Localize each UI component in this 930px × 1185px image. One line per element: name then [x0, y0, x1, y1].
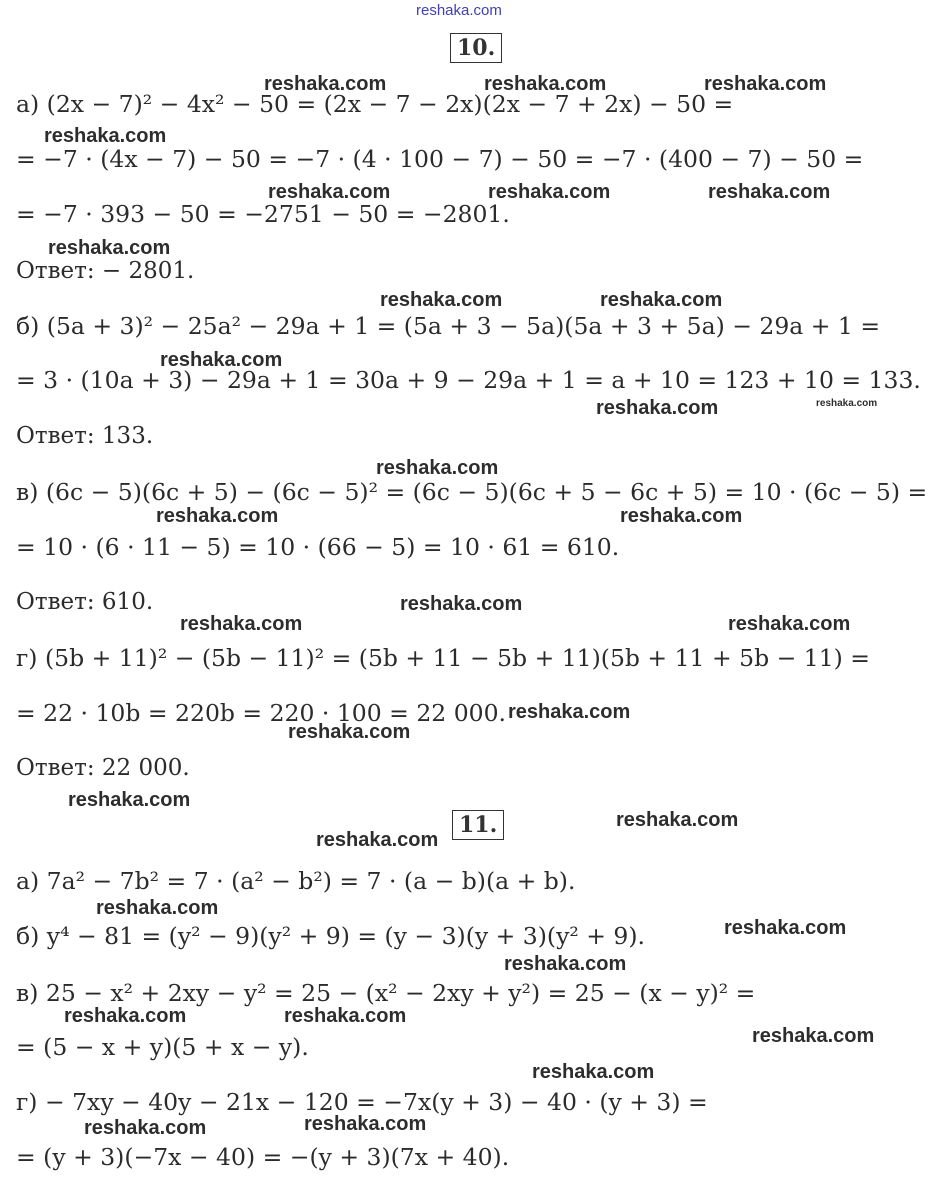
solution-11a: а) 7a² − 7b² = 7 · (a² − b²) = 7 · (a − b)(a + b).: [16, 867, 576, 895]
solution-10g-line-2: = 22 · 10b = 220b = 220 · 100 = 22 000.: [16, 699, 507, 727]
watermark: reshaka.com: [728, 613, 851, 635]
answer-10b: Ответ: 133.: [16, 423, 154, 449]
watermark: reshaka.com: [600, 289, 723, 311]
solution-10a-line-3: = −7 · 393 − 50 = −2751 − 50 = −2801.: [16, 200, 510, 228]
watermark: reshaka.com: [68, 789, 191, 811]
watermark: reshaka.com: [400, 593, 523, 615]
solution-11b: б) y⁴ − 81 = (y² − 9)(y² + 9) = (y − 3)(y + 3)(y² + 9).: [16, 922, 645, 950]
solution-11g-line-1: г) − 7xy − 40y − 21x − 120 = −7x(y + 3) − 40 · (y + 3) =: [16, 1088, 708, 1116]
watermark: reshaka.com: [180, 613, 303, 635]
watermark: reshaka.com: [704, 73, 827, 95]
watermark: reshaka.com: [708, 181, 831, 203]
solution-11v-line-2: = (5 − x + y)(5 + x − y).: [16, 1033, 309, 1061]
solution-10a-line-1: а) (2x − 7)² − 4x² − 50 = (2x − 7 − 2x)(2x − 7 + 2x) − 50 =: [16, 90, 734, 118]
problem-number-10: 10.: [450, 33, 502, 63]
solution-11g-line-2: = (y + 3)(−7x − 40) = −(y + 3)(7x + 40).: [16, 1143, 510, 1171]
watermark: reshaka.com: [752, 1025, 875, 1047]
solution-10b-line-1: б) (5a + 3)² − 25a² − 29a + 1 = (5a + 3 − 5a)(5a + 3 + 5a) − 29a + 1 =: [16, 312, 881, 340]
solution-11v-line-1: в) 25 − x² + 2xy − y² = 25 − (x² − 2xy + y²) = 25 − (x − y)² =: [16, 979, 756, 1007]
answer-10a: Ответ: − 2801.: [16, 258, 195, 284]
watermark: reshaka.com: [156, 505, 279, 527]
watermark: reshaka.com: [508, 701, 631, 723]
watermark: reshaka.com: [304, 1113, 427, 1135]
solution-10v-line-1: в) (6c − 5)(6c + 5) − (6c − 5)² = (6c − 5)(6c + 5 − 6c + 5) = 10 · (6c − 5) =: [16, 478, 928, 506]
answer-10v: Ответ: 610.: [16, 589, 154, 615]
watermark: reshaka.com: [376, 457, 499, 479]
watermark: reshaka.com: [48, 237, 171, 259]
watermark: reshaka.com: [532, 1061, 655, 1083]
solution-10b-line-2: = 3 · (10a + 3) − 29a + 1 = 30a + 9 − 29a + 1 = a + 10 = 123 + 10 = 133.: [16, 366, 921, 394]
watermark: reshaka.com: [380, 289, 503, 311]
watermark: reshaka.com: [316, 829, 439, 851]
watermark: reshaka.com: [84, 1117, 207, 1139]
watermark: reshaka.com: [284, 1005, 407, 1027]
watermark: reshaka.com: [288, 721, 411, 743]
watermark: reshaka.com: [64, 1005, 187, 1027]
watermark: reshaka.com: [160, 349, 283, 371]
watermark: reshaka.com: [484, 73, 607, 95]
solution-10a-line-2: = −7 · (4x − 7) − 50 = −7 · (4 · 100 − 7) − 50 = −7 · (400 − 7) − 50 =: [16, 145, 864, 173]
watermark-top[interactable]: reshaka.com: [416, 2, 502, 19]
solution-10g-line-1: г) (5b + 11)² − (5b − 11)² = (5b + 11 − 5b + 11)(5b + 11 + 5b − 11) =: [16, 644, 870, 672]
watermark: reshaka.com: [596, 397, 719, 419]
watermark: reshaka.com: [504, 953, 627, 975]
solution-10v-line-2: = 10 · (6 · 11 − 5) = 10 · (66 − 5) = 10 · 61 = 610.: [16, 533, 620, 561]
watermark: reshaka.com: [724, 917, 847, 939]
watermark: reshaka.com: [268, 181, 391, 203]
watermark: reshaka.com: [488, 181, 611, 203]
watermark: reshaka.com: [44, 125, 167, 147]
watermark: reshaka.com: [96, 897, 219, 919]
answer-10g: Ответ: 22 000.: [16, 755, 190, 781]
watermark: reshaka.com: [620, 505, 743, 527]
watermark: reshaka.com: [816, 398, 878, 409]
problem-number-11: 11.: [452, 810, 504, 840]
watermark: reshaka.com: [616, 809, 739, 831]
watermark: reshaka.com: [264, 73, 387, 95]
